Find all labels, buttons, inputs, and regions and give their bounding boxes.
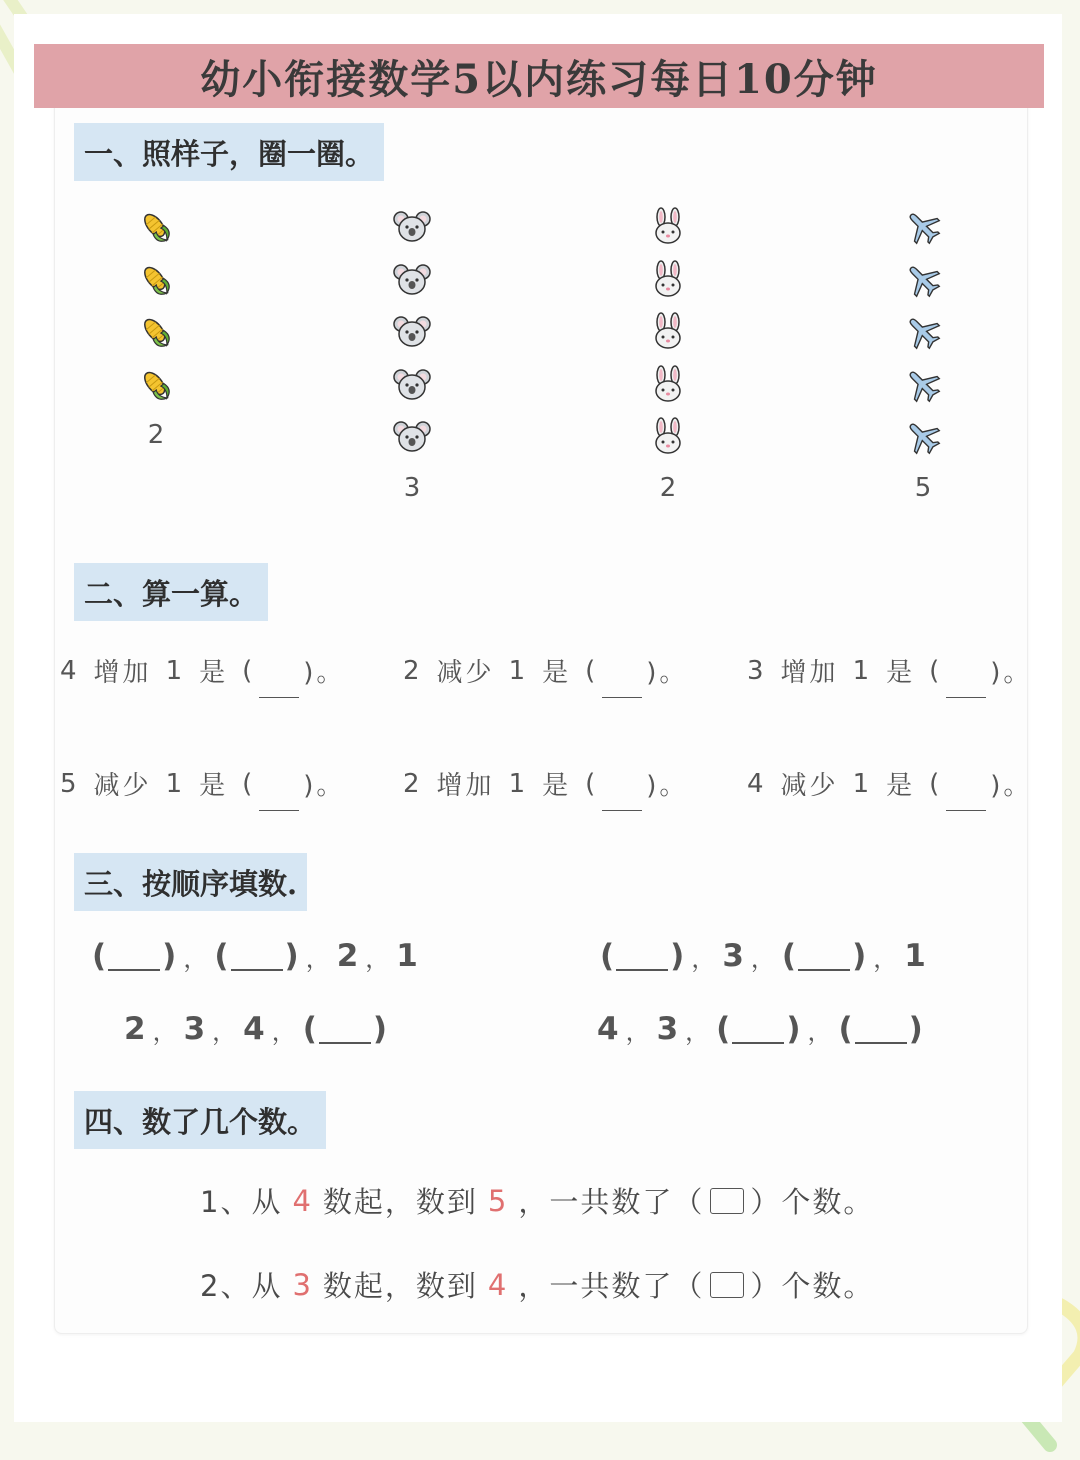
open-paren: ( xyxy=(242,768,256,799)
calc-is: 是 xyxy=(886,658,916,688)
sequence-number: 3 xyxy=(183,1011,206,1047)
sequence-separator: ， xyxy=(305,944,330,973)
calc-operation: 减少 xyxy=(93,771,152,801)
calc-problem xyxy=(403,765,688,802)
column-number-label: 2 xyxy=(147,420,165,450)
calc-number: 1 xyxy=(508,655,529,686)
number-sequence xyxy=(124,1011,387,1047)
close-paren: )。 xyxy=(990,771,1033,801)
airplane-icon[interactable] xyxy=(903,365,943,405)
corn-icon[interactable] xyxy=(136,312,176,352)
fill-blank[interactable]: ( ) xyxy=(302,1011,388,1047)
question-text: ，一共数了（ xyxy=(518,1185,705,1219)
answer-blank[interactable] xyxy=(946,784,986,811)
question-text: ）个数。 xyxy=(750,1269,875,1303)
open-paren: ( xyxy=(242,655,256,686)
airplane-icon[interactable] xyxy=(903,417,943,457)
sequence-separator: ， xyxy=(271,1017,296,1046)
airplane-icon[interactable] xyxy=(903,207,943,247)
answer-blank[interactable] xyxy=(259,784,299,811)
calc-number: 4 xyxy=(747,768,767,799)
close-paren: )。 xyxy=(990,658,1033,688)
fill-blank[interactable]: ( ) xyxy=(214,938,299,974)
question-text: 数起，数到 xyxy=(322,1269,478,1303)
end-number: 4 xyxy=(487,1267,509,1302)
start-number: 3 xyxy=(292,1267,313,1302)
counting-question xyxy=(200,1180,874,1221)
answer-blank[interactable] xyxy=(602,784,642,811)
column-number-label: 3 xyxy=(403,472,421,503)
question-text: ，一共数了（ xyxy=(518,1269,705,1303)
sequence-separator: ， xyxy=(750,944,775,973)
sequence-number: 2 xyxy=(124,1011,146,1047)
close-paren: )。 xyxy=(303,658,346,688)
sequence-separator: ， xyxy=(625,1017,650,1046)
calc-number: 3 xyxy=(747,655,767,686)
calc-number: 1 xyxy=(508,768,529,799)
koala-icon[interactable] xyxy=(392,417,432,457)
sequence-separator: ， xyxy=(212,1017,237,1046)
calc-operation: 增加 xyxy=(436,771,495,801)
open-paren: ( xyxy=(585,768,599,799)
sequence-number: 1 xyxy=(904,938,926,974)
answer-blank[interactable] xyxy=(602,671,642,698)
sequence-separator: ， xyxy=(807,1017,832,1046)
start-number: 4 xyxy=(292,1183,313,1218)
section-2-heading: 二、算一算。 xyxy=(74,563,268,621)
answer-blank[interactable] xyxy=(946,671,986,698)
sequence-number: 2 xyxy=(336,938,359,974)
section-1-heading: 一、照样子，圈一圈。 xyxy=(74,123,384,181)
fill-blank[interactable]: ( ) xyxy=(92,938,177,974)
answer-box[interactable] xyxy=(710,1188,744,1214)
calc-problem xyxy=(747,652,1032,689)
calc-operation: 增加 xyxy=(93,658,152,688)
calc-number: 2 xyxy=(403,768,423,799)
rabbit-icon[interactable] xyxy=(648,417,688,457)
number-sequence xyxy=(597,1011,923,1047)
close-paren: )。 xyxy=(646,771,689,801)
sequence-number: 3 xyxy=(656,1011,679,1047)
koala-icon[interactable] xyxy=(392,260,432,300)
rabbit-icon[interactable] xyxy=(648,365,688,405)
section-4-heading: 四、数了几个数。 xyxy=(74,1091,326,1149)
calc-operation: 增加 xyxy=(780,658,839,688)
calc-number: 1 xyxy=(852,655,873,686)
koala-icon[interactable] xyxy=(392,312,432,352)
open-paren: ( xyxy=(929,768,943,799)
calc-is: 是 xyxy=(542,658,572,688)
title-banner xyxy=(34,44,1044,108)
calc-number: 1 xyxy=(165,768,186,799)
fill-blank[interactable]: ( ) xyxy=(838,1011,923,1047)
calc-number: 1 xyxy=(852,768,873,799)
rabbit-icon[interactable] xyxy=(648,260,688,300)
koala-icon[interactable] xyxy=(392,207,432,247)
question-text: 1、从 xyxy=(200,1185,283,1219)
calc-is: 是 xyxy=(886,771,916,801)
calc-number: 2 xyxy=(403,655,423,686)
sequence-separator: ， xyxy=(365,944,390,973)
sequence-number: 1 xyxy=(396,938,418,974)
section-3-heading: 三、按顺序填数. xyxy=(74,853,307,911)
sequence-separator: ， xyxy=(685,1017,710,1046)
number-sequence xyxy=(92,938,418,974)
airplane-icon[interactable] xyxy=(903,312,943,352)
column-number-label: 2 xyxy=(659,472,677,503)
fill-blank[interactable]: ( ) xyxy=(781,938,867,974)
calc-number: 4 xyxy=(60,655,80,686)
rabbit-icon[interactable] xyxy=(648,312,688,352)
answer-blank[interactable] xyxy=(259,671,299,698)
sequence-separator: ， xyxy=(183,944,208,973)
calc-problem xyxy=(60,652,345,689)
calc-operation: 减少 xyxy=(780,771,839,801)
page-title: 幼小衔接数学5以内练习每日10分钟 xyxy=(200,55,878,103)
question-text: 2、从 xyxy=(200,1269,283,1303)
calc-number: 5 xyxy=(60,768,80,799)
number-sequence xyxy=(600,938,926,974)
airplane-icon[interactable] xyxy=(903,260,943,300)
question-text: ）个数。 xyxy=(750,1185,875,1219)
sequence-number: 3 xyxy=(722,938,744,974)
end-number: 5 xyxy=(487,1183,509,1218)
calc-is: 是 xyxy=(199,658,229,688)
corn-icon[interactable] xyxy=(136,260,176,300)
sequence-separator: ， xyxy=(152,1017,177,1046)
question-text: 数起，数到 xyxy=(322,1185,478,1219)
sequence-number: 4 xyxy=(243,1011,265,1047)
koala-icon[interactable] xyxy=(392,365,432,405)
open-paren: ( xyxy=(929,655,943,686)
calc-problem xyxy=(403,652,688,689)
close-paren: )。 xyxy=(646,658,689,688)
corn-icon[interactable] xyxy=(136,207,176,247)
calc-is: 是 xyxy=(199,771,229,801)
sequence-number: 4 xyxy=(597,1011,619,1047)
answer-box[interactable] xyxy=(710,1272,744,1298)
column-number-label: 5 xyxy=(914,472,932,503)
open-paren: ( xyxy=(585,655,599,686)
sequence-separator: ， xyxy=(691,944,716,973)
close-paren: )。 xyxy=(303,771,346,801)
sequence-separator: ， xyxy=(873,944,898,973)
rabbit-icon[interactable] xyxy=(648,207,688,247)
calc-is: 是 xyxy=(542,771,572,801)
counting-question xyxy=(200,1264,874,1305)
fill-blank[interactable]: ( ) xyxy=(600,938,685,974)
calc-number: 1 xyxy=(165,655,186,686)
calc-problem xyxy=(60,765,345,802)
corn-icon[interactable] xyxy=(136,365,176,405)
fill-blank[interactable]: ( ) xyxy=(716,1011,801,1047)
calc-problem xyxy=(747,765,1032,802)
calc-operation: 减少 xyxy=(436,658,495,688)
